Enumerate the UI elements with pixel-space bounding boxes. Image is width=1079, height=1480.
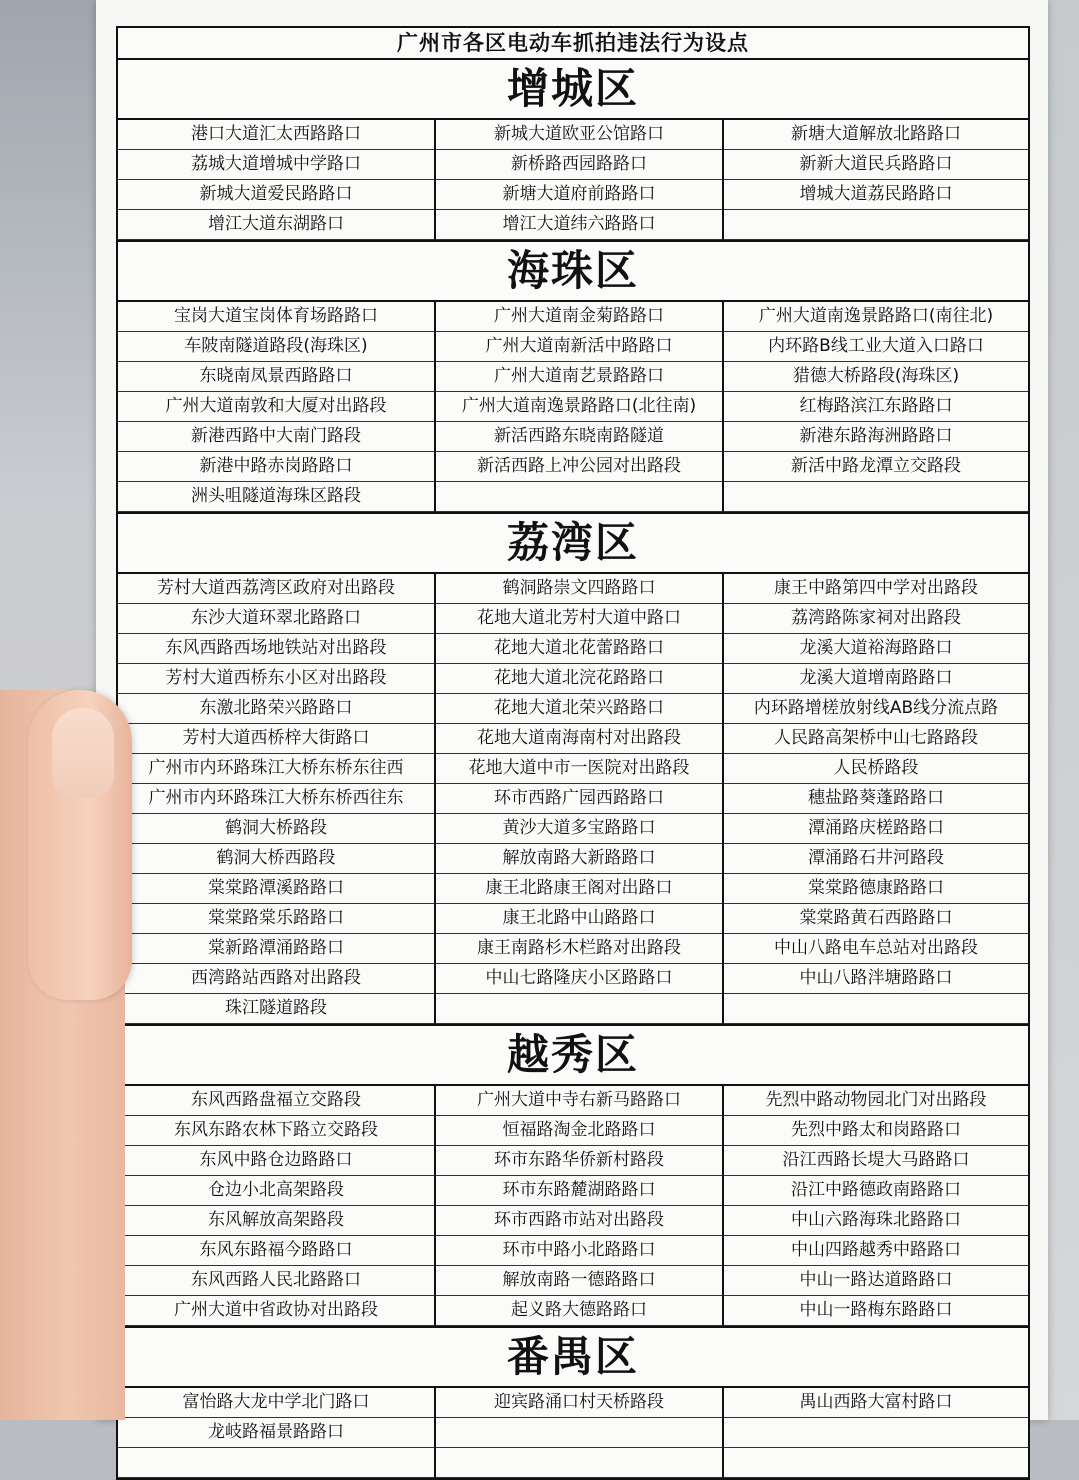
- location-grid: [118, 1388, 1028, 1478]
- location-cell: 棠棠路德康路路口: [724, 874, 1028, 904]
- location-cell: 新港西路中大南门路段: [118, 422, 436, 452]
- district-title: 海珠区: [118, 240, 1028, 302]
- location-cell: 环市东路华侨新村路段: [436, 1146, 724, 1176]
- location-cell: 沿江中路德政南路路口: [724, 1176, 1028, 1206]
- location-cell: 东风中路仓边路路口: [118, 1146, 436, 1176]
- location-cell: 解放南路一德路路口: [436, 1266, 724, 1296]
- location-cell: 人民桥路段: [724, 754, 1028, 784]
- location-cell: 东风东路农林下路立交路段: [118, 1116, 436, 1146]
- location-cell: 新桥路西园路路口: [436, 150, 724, 180]
- location-cell: 潭涌路庆槎路路口: [724, 814, 1028, 844]
- location-cell: 先烈中路动物园北门对出路段: [724, 1086, 1028, 1116]
- location-grid: [118, 302, 1028, 512]
- location-cell: 新活西路东晓南路隧道: [436, 422, 724, 452]
- location-cell: 新城大道欧亚公馆路口: [436, 120, 724, 150]
- location-cell: 新塘大道府前路路口: [436, 180, 724, 210]
- location-cell: 东风西路西场地铁站对出路段: [118, 634, 436, 664]
- location-cell: 中山一路达道路路口: [724, 1266, 1028, 1296]
- location-cell: 珠江隧道路段: [118, 994, 436, 1024]
- thumbnail-nail: [52, 708, 114, 798]
- location-cell: 港口大道汇太西路路口: [118, 120, 436, 150]
- district-title: 增城区: [118, 60, 1028, 120]
- location-cell: 龙溪大道裕海路路口: [724, 634, 1028, 664]
- location-cell: 棠棠路棠乐路路口: [118, 904, 436, 934]
- district-section: [118, 240, 1028, 512]
- location-cell: 新新大道民兵路路口: [724, 150, 1028, 180]
- location-cell: 潭涌路石井河路段: [724, 844, 1028, 874]
- location-cell: 东风东路福今路路口: [118, 1236, 436, 1266]
- location-cell: 中山四路越秀中路路口: [724, 1236, 1028, 1266]
- location-cell: 广州大道南艺景路路口: [436, 362, 724, 392]
- location-cell: 广州大道中寺右新马路路口: [436, 1086, 724, 1116]
- location-cell: 棠新路潭涌路路口: [118, 934, 436, 964]
- document-title: 广州市各区电动车抓拍违法行为设点: [118, 28, 1028, 60]
- location-cell: 花地大道中市一医院对出路段: [436, 754, 724, 784]
- district-section: [118, 1024, 1028, 1326]
- district-section: [118, 512, 1028, 1024]
- location-cell: 洲头咀隧道海珠区路段: [118, 482, 436, 512]
- location-cell: 人民路高架桥中山七路路段: [724, 724, 1028, 754]
- location-cell: 花地大道北花蕾路路口: [436, 634, 724, 664]
- location-cell: 环市西路广园西路路口: [436, 784, 724, 814]
- location-cell: 环市中路小北路路口: [436, 1236, 724, 1266]
- location-cell: 新塘大道解放北路路口: [724, 120, 1028, 150]
- location-cell: 康王北路中山路路口: [436, 904, 724, 934]
- location-cell: 鹤洞路崇文四路路口: [436, 574, 724, 604]
- location-cell: 广州大道南逸景路路口(北往南): [436, 392, 724, 422]
- location-cell: [436, 1448, 724, 1478]
- location-cell: 中山八路泮塘路路口: [724, 964, 1028, 994]
- location-cell: 东沙大道环翠北路路口: [118, 604, 436, 634]
- location-cell: [436, 482, 724, 512]
- district-title: 越秀区: [118, 1024, 1028, 1086]
- location-cell: 内环路增槎放射线AB线分流点路: [724, 694, 1028, 724]
- location-cell: [724, 994, 1028, 1024]
- location-cell: 康王中路第四中学对出路段: [724, 574, 1028, 604]
- district-sections: [118, 60, 1028, 1478]
- location-cell: 增江大道纬六路路口: [436, 210, 724, 240]
- district-section: [118, 1326, 1028, 1478]
- location-cell: 富怡路大龙中学北门路口: [118, 1388, 436, 1418]
- district-title: 荔湾区: [118, 512, 1028, 574]
- location-cell: 棠棠路潭溪路路口: [118, 874, 436, 904]
- location-cell: 起义路大德路路口: [436, 1296, 724, 1326]
- location-cell: 芳村大道西荔湾区政府对出路段: [118, 574, 436, 604]
- location-cell: 花地大道北芳村大道中路口: [436, 604, 724, 634]
- location-cell: 龙溪大道增南路路口: [724, 664, 1028, 694]
- location-cell: 中山八路电车总站对出路段: [724, 934, 1028, 964]
- district-section: [118, 60, 1028, 240]
- location-cell: 广州市内环路珠江大桥东桥东往西: [118, 754, 436, 784]
- location-cell: 新港中路赤岗路路口: [118, 452, 436, 482]
- location-cell: [436, 994, 724, 1024]
- location-cell: 新活西路上冲公园对出路段: [436, 452, 724, 482]
- location-cell: 花地大道北浣花路路口: [436, 664, 724, 694]
- location-cell: 广州大道中省政协对出路段: [118, 1296, 436, 1326]
- location-cell: 龙岐路福景路路口: [118, 1418, 436, 1448]
- location-cell: [724, 482, 1028, 512]
- location-cell: 鹤洞大桥路段: [118, 814, 436, 844]
- location-cell: 东风解放高架路段: [118, 1206, 436, 1236]
- district-title: 番禺区: [118, 1326, 1028, 1388]
- location-cell: 沿江西路长堤大马路路口: [724, 1146, 1028, 1176]
- location-cell: 广州大道南金菊路路口: [436, 302, 724, 332]
- location-cell: 西湾路站西路对出路段: [118, 964, 436, 994]
- location-cell: 宝岗大道宝岗体育场路路口: [118, 302, 436, 332]
- location-cell: 芳村大道西桥东小区对出路段: [118, 664, 436, 694]
- location-cell: [724, 1418, 1028, 1448]
- location-cell: [724, 210, 1028, 240]
- location-grid: [118, 574, 1028, 1024]
- location-cell: 荔城大道增城中学路口: [118, 150, 436, 180]
- location-cell: 芳村大道西桥梓大街路口: [118, 724, 436, 754]
- location-cell: 广州大道南新活中路路口: [436, 332, 724, 362]
- location-cell: 东晓南凤景西路路口: [118, 362, 436, 392]
- location-cell: 东激北路荣兴路路口: [118, 694, 436, 724]
- location-cell: 车陂南隧道路段(海珠区): [118, 332, 436, 362]
- location-cell: [724, 1448, 1028, 1478]
- location-cell: 花地大道北荣兴路路口: [436, 694, 724, 724]
- location-cell: 内环路B线工业大道入口路口: [724, 332, 1028, 362]
- location-cell: 增江大道东湖路口: [118, 210, 436, 240]
- location-cell: 新港东路海洲路路口: [724, 422, 1028, 452]
- location-cell: 中山六路海珠北路路口: [724, 1206, 1028, 1236]
- location-cell: 广州市内环路珠江大桥东桥西往东: [118, 784, 436, 814]
- location-cell: 恒福路淘金北路路口: [436, 1116, 724, 1146]
- location-cell: 广州大道南逸景路路口(南往北): [724, 302, 1028, 332]
- document-table: [116, 26, 1030, 1480]
- location-cell: 康王北路康王阁对出路口: [436, 874, 724, 904]
- location-cell: 鹤洞大桥西路段: [118, 844, 436, 874]
- location-cell: 新城大道爱民路路口: [118, 180, 436, 210]
- location-cell: 康王南路杉木栏路对出路段: [436, 934, 724, 964]
- location-cell: 红梅路滨江东路路口: [724, 392, 1028, 422]
- location-cell: 棠棠路黄石西路路口: [724, 904, 1028, 934]
- location-cell: 环市东路麓湖路路口: [436, 1176, 724, 1206]
- location-grid: [118, 1086, 1028, 1326]
- location-cell: 迎宾路涌口村天桥路段: [436, 1388, 724, 1418]
- location-cell: 花地大道南海南村对出路段: [436, 724, 724, 754]
- location-cell: 解放南路大新路路口: [436, 844, 724, 874]
- location-cell: 中山七路隆庆小区路路口: [436, 964, 724, 994]
- location-cell: 黄沙大道多宝路路口: [436, 814, 724, 844]
- location-cell: 中山一路梅东路路口: [724, 1296, 1028, 1326]
- location-cell: 新活中路龙潭立交路段: [724, 452, 1028, 482]
- location-cell: 仓边小北高架路段: [118, 1176, 436, 1206]
- location-cell: 穗盐路葵蓬路路口: [724, 784, 1028, 814]
- location-cell: 禺山西路大富村路口: [724, 1388, 1028, 1418]
- location-cell: 增城大道荔民路路口: [724, 180, 1028, 210]
- location-cell: [118, 1448, 436, 1478]
- location-grid: [118, 120, 1028, 240]
- location-cell: [436, 1418, 724, 1448]
- location-cell: 东风西路盘福立交路段: [118, 1086, 436, 1116]
- location-cell: 先烈中路太和岗路路口: [724, 1116, 1028, 1146]
- location-cell: 猎德大桥路段(海珠区): [724, 362, 1028, 392]
- location-cell: 环市西路市站对出路段: [436, 1206, 724, 1236]
- location-cell: 广州大道南敦和大厦对出路段: [118, 392, 436, 422]
- location-cell: 荔湾路陈家祠对出路段: [724, 604, 1028, 634]
- location-cell: 东风西路人民北路路口: [118, 1266, 436, 1296]
